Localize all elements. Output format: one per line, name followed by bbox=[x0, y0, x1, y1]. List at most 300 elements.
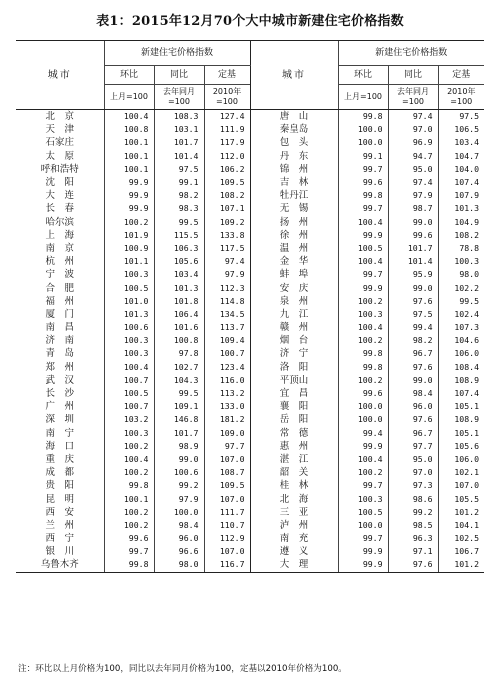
hb-value-right: 100.4 bbox=[338, 255, 388, 268]
dj-value-right: 108.9 bbox=[438, 374, 484, 387]
unit-tb-left: 去年同月=100 bbox=[154, 85, 204, 110]
tb-value-left: 98.2 bbox=[154, 189, 204, 202]
table-row bbox=[16, 229, 484, 242]
table-row bbox=[16, 519, 484, 532]
unit-dj-left: 2010年=100 bbox=[204, 85, 250, 110]
city-name-right: 无 锡 bbox=[250, 202, 338, 215]
tb-value-left: 109.1 bbox=[154, 400, 204, 413]
dj-value-left: 110.7 bbox=[204, 519, 250, 532]
dj-value-left: 133.0 bbox=[204, 400, 250, 413]
table-row bbox=[16, 216, 484, 229]
table-row bbox=[16, 347, 484, 360]
tb-value-left: 105.6 bbox=[154, 255, 204, 268]
dj-value-left: 116.7 bbox=[204, 558, 250, 572]
tb-value-right: 95.9 bbox=[388, 268, 438, 281]
dj-value-right: 78.8 bbox=[438, 242, 484, 255]
hb-value-right: 99.4 bbox=[338, 427, 388, 440]
tb-value-left: 101.3 bbox=[154, 281, 204, 294]
hb-value-right: 100.4 bbox=[338, 453, 388, 466]
city-name-left: 长 春 bbox=[45, 203, 74, 215]
city-name-left: 福 州 bbox=[45, 295, 74, 307]
tb-value-right: 96.0 bbox=[388, 400, 438, 413]
city-name-right: 吉 林 bbox=[250, 176, 338, 189]
hb-value-left: 101.1 bbox=[104, 255, 154, 268]
tb-value-right: 98.2 bbox=[388, 334, 438, 347]
hb-value-left: 100.2 bbox=[104, 506, 154, 519]
tb-value-right: 95.0 bbox=[388, 453, 438, 466]
hb-value-right: 100.0 bbox=[338, 136, 388, 149]
hb-value-left: 100.4 bbox=[104, 110, 154, 124]
dj-value-left: 112.3 bbox=[204, 281, 250, 294]
city-name-left: 宁 波 bbox=[45, 269, 74, 281]
table-row bbox=[16, 321, 484, 334]
tb-value-right: 97.6 bbox=[388, 295, 438, 308]
dj-value-left: 111.9 bbox=[204, 123, 250, 136]
tb-value-right: 97.0 bbox=[388, 123, 438, 136]
hb-value-left: 99.8 bbox=[104, 558, 154, 572]
dj-value-left: 127.4 bbox=[204, 110, 250, 124]
dj-value-right: 107.4 bbox=[438, 387, 484, 400]
tb-value-left: 100.0 bbox=[154, 506, 204, 519]
city-name-right: 洛 阳 bbox=[250, 361, 338, 374]
dj-value-right: 101.3 bbox=[438, 202, 484, 215]
tb-value-right: 98.6 bbox=[388, 492, 438, 505]
city-name-right: 济 宁 bbox=[250, 347, 338, 360]
hb-value-left: 100.5 bbox=[104, 281, 154, 294]
dj-value-left: 106.2 bbox=[204, 163, 250, 176]
city-name-right: 大 理 bbox=[250, 558, 338, 572]
dj-value-left: 107.0 bbox=[204, 453, 250, 466]
hb-value-right: 100.4 bbox=[338, 216, 388, 229]
dj-value-left: 109.5 bbox=[204, 479, 250, 492]
tb-value-right: 97.5 bbox=[388, 308, 438, 321]
table-row bbox=[16, 308, 484, 321]
hb-value-left: 100.7 bbox=[104, 374, 154, 387]
tb-value-right: 97.1 bbox=[388, 545, 438, 558]
hb-value-right: 100.5 bbox=[338, 506, 388, 519]
city-name-left: 哈尔滨 bbox=[45, 216, 74, 228]
table-row bbox=[16, 361, 484, 374]
dj-value-left: 107.1 bbox=[204, 202, 250, 215]
tb-value-right: 97.6 bbox=[388, 558, 438, 572]
city-name-right: 泉 州 bbox=[250, 295, 338, 308]
dj-value-left: 109.5 bbox=[204, 176, 250, 189]
city-name-left: 西 安 bbox=[45, 506, 74, 518]
tb-value-right: 97.4 bbox=[388, 176, 438, 189]
table-body bbox=[16, 110, 484, 573]
tb-value-left: 99.5 bbox=[154, 216, 204, 229]
table-row bbox=[16, 479, 484, 492]
dj-value-right: 105.1 bbox=[438, 400, 484, 413]
table-row bbox=[16, 440, 484, 453]
city-name-left: 杭 州 bbox=[45, 256, 74, 268]
hb-value-right: 99.9 bbox=[338, 545, 388, 558]
dj-value-right: 100.3 bbox=[438, 255, 484, 268]
city-name-left: 石家庄 bbox=[45, 137, 74, 149]
hb-value-right: 100.2 bbox=[338, 374, 388, 387]
hb-value-right: 99.8 bbox=[338, 189, 388, 202]
tb-value-left: 101.7 bbox=[154, 427, 204, 440]
unit-dj-right: 2010年=100 bbox=[438, 85, 484, 110]
tb-value-right: 99.4 bbox=[388, 321, 438, 334]
dj-value-right: 106.5 bbox=[438, 123, 484, 136]
tb-value-right: 98.5 bbox=[388, 519, 438, 532]
dj-value-right: 108.4 bbox=[438, 361, 484, 374]
hb-value-left: 100.5 bbox=[104, 387, 154, 400]
dj-value-right: 99.5 bbox=[438, 295, 484, 308]
city-name-right: 泸 州 bbox=[250, 519, 338, 532]
dj-value-left: 181.2 bbox=[204, 413, 250, 426]
tb-value-left: 99.2 bbox=[154, 479, 204, 492]
dj-value-right: 97.5 bbox=[438, 110, 484, 124]
tb-value-left: 97.9 bbox=[154, 492, 204, 505]
city-name-left: 南 京 bbox=[45, 242, 74, 254]
city-name-right: 赣 州 bbox=[250, 321, 338, 334]
dj-value-right: 107.3 bbox=[438, 321, 484, 334]
dj-value-right: 105.5 bbox=[438, 492, 484, 505]
hb-value-right: 100.3 bbox=[338, 308, 388, 321]
city-name-left: 呼和浩特 bbox=[40, 163, 79, 175]
dj-value-left: 112.9 bbox=[204, 532, 250, 545]
dj-value-right: 104.1 bbox=[438, 519, 484, 532]
city-name-right: 韶 关 bbox=[250, 466, 338, 479]
tb-value-left: 104.3 bbox=[154, 374, 204, 387]
hb-value-left: 101.9 bbox=[104, 229, 154, 242]
tb-value-right: 99.0 bbox=[388, 281, 438, 294]
city-header-left: 城市 bbox=[16, 41, 104, 110]
city-name-right: 北 海 bbox=[250, 492, 338, 505]
tb-value-left: 99.1 bbox=[154, 176, 204, 189]
tb-value-left: 98.4 bbox=[154, 519, 204, 532]
col-header-tb-right: 同比 bbox=[388, 66, 438, 85]
table-row bbox=[16, 558, 484, 572]
hb-value-right: 99.8 bbox=[338, 361, 388, 374]
dj-value-right: 107.0 bbox=[438, 479, 484, 492]
hb-value-right: 100.0 bbox=[338, 519, 388, 532]
hb-value-left: 100.3 bbox=[104, 427, 154, 440]
dj-value-right: 106.0 bbox=[438, 347, 484, 360]
hb-value-right: 99.7 bbox=[338, 163, 388, 176]
table-row bbox=[16, 123, 484, 136]
tb-value-left: 103.4 bbox=[154, 268, 204, 281]
tb-value-right: 99.0 bbox=[388, 216, 438, 229]
table-row bbox=[16, 413, 484, 426]
table-row bbox=[16, 163, 484, 176]
hb-value-left: 99.7 bbox=[104, 545, 154, 558]
tb-value-right: 97.6 bbox=[388, 413, 438, 426]
table-row bbox=[16, 545, 484, 558]
col-header-hb-right: 环比 bbox=[338, 66, 388, 85]
tb-value-left: 101.7 bbox=[154, 136, 204, 149]
group-header-right: 新建住宅价格指数 bbox=[338, 41, 484, 66]
dj-value-right: 101.2 bbox=[438, 506, 484, 519]
tb-value-left: 106.4 bbox=[154, 308, 204, 321]
hb-value-left: 103.2 bbox=[104, 413, 154, 426]
group-header-left: 新建住宅价格指数 bbox=[104, 41, 250, 66]
city-name-right: 唐 山 bbox=[250, 110, 338, 124]
hb-value-right: 100.2 bbox=[338, 466, 388, 479]
tb-value-right: 101.7 bbox=[388, 242, 438, 255]
hb-value-right: 99.1 bbox=[338, 150, 388, 163]
hb-value-left: 100.4 bbox=[104, 453, 154, 466]
hb-value-left: 100.8 bbox=[104, 123, 154, 136]
hb-value-left: 100.9 bbox=[104, 242, 154, 255]
dj-value-left: 113.2 bbox=[204, 387, 250, 400]
tb-value-left: 103.1 bbox=[154, 123, 204, 136]
col-header-tb-left: 同比 bbox=[154, 66, 204, 85]
dj-value-right: 101.2 bbox=[438, 558, 484, 572]
tb-value-right: 99.0 bbox=[388, 374, 438, 387]
tb-value-right: 97.4 bbox=[388, 110, 438, 124]
city-name-left: 西 宁 bbox=[45, 533, 74, 545]
dj-value-left: 111.7 bbox=[204, 506, 250, 519]
table-row bbox=[16, 506, 484, 519]
col-header-dj-right: 定基 bbox=[438, 66, 484, 85]
unit-hb-left: 上月=100 bbox=[104, 85, 154, 110]
tb-value-left: 96.6 bbox=[154, 545, 204, 558]
tb-value-right: 101.4 bbox=[388, 255, 438, 268]
tb-value-right: 97.3 bbox=[388, 479, 438, 492]
dj-value-right: 102.5 bbox=[438, 532, 484, 545]
hb-value-left: 99.9 bbox=[104, 202, 154, 215]
dj-value-right: 104.0 bbox=[438, 163, 484, 176]
dj-value-left: 107.0 bbox=[204, 545, 250, 558]
dj-value-left: 97.9 bbox=[204, 268, 250, 281]
table-row bbox=[16, 136, 484, 149]
dj-value-left: 123.4 bbox=[204, 361, 250, 374]
city-name-right: 包 头 bbox=[250, 136, 338, 149]
dj-value-right: 102.1 bbox=[438, 466, 484, 479]
table-row bbox=[16, 374, 484, 387]
table-row bbox=[16, 150, 484, 163]
dj-value-left: 113.7 bbox=[204, 321, 250, 334]
city-name-left: 武 汉 bbox=[45, 374, 74, 386]
city-name-left: 成 都 bbox=[45, 467, 74, 479]
hb-value-right: 99.7 bbox=[338, 479, 388, 492]
city-name-left: 乌鲁木齐 bbox=[16, 558, 104, 572]
dj-value-left: 97.7 bbox=[204, 440, 250, 453]
tb-value-left: 100.8 bbox=[154, 334, 204, 347]
hb-value-right: 100.3 bbox=[338, 492, 388, 505]
table-row bbox=[16, 400, 484, 413]
table-row bbox=[16, 492, 484, 505]
city-name-right: 丹 东 bbox=[250, 150, 338, 163]
tb-value-left: 99.0 bbox=[154, 453, 204, 466]
city-name-left: 广 州 bbox=[45, 401, 74, 413]
table-row bbox=[16, 189, 484, 202]
hb-value-left: 100.2 bbox=[104, 519, 154, 532]
tb-value-right: 98.7 bbox=[388, 202, 438, 215]
dj-value-right: 107.4 bbox=[438, 176, 484, 189]
hb-value-right: 99.7 bbox=[338, 532, 388, 545]
city-name-left: 合 肥 bbox=[45, 282, 74, 294]
tb-value-right: 96.7 bbox=[388, 347, 438, 360]
city-name-right: 秦皇岛 bbox=[250, 123, 338, 136]
table-row bbox=[16, 281, 484, 294]
table-row bbox=[16, 242, 484, 255]
city-name-right: 惠 州 bbox=[250, 440, 338, 453]
hb-value-right: 100.0 bbox=[338, 413, 388, 426]
hb-value-right: 99.9 bbox=[338, 229, 388, 242]
city-name-right: 遵 义 bbox=[250, 545, 338, 558]
hb-value-left: 100.1 bbox=[104, 150, 154, 163]
tb-value-right: 97.6 bbox=[388, 361, 438, 374]
tb-value-left: 146.8 bbox=[154, 413, 204, 426]
city-name-right: 九 江 bbox=[250, 308, 338, 321]
tb-value-left: 101.8 bbox=[154, 295, 204, 308]
city-name-left: 天 津 bbox=[45, 124, 74, 136]
city-name-left: 兰 州 bbox=[45, 519, 74, 531]
tb-value-right: 96.7 bbox=[388, 427, 438, 440]
table-header bbox=[16, 41, 484, 110]
hb-value-left: 100.2 bbox=[104, 440, 154, 453]
tb-value-left: 98.3 bbox=[154, 202, 204, 215]
city-name-right: 宜 昌 bbox=[250, 387, 338, 400]
hb-value-right: 99.9 bbox=[338, 440, 388, 453]
col-header-hb-left: 环比 bbox=[104, 66, 154, 85]
city-name-right: 锦 州 bbox=[250, 163, 338, 176]
hb-value-right: 99.8 bbox=[338, 110, 388, 124]
dj-value-right: 106.7 bbox=[438, 545, 484, 558]
col-header-dj-left: 定基 bbox=[204, 66, 250, 85]
tb-value-left: 101.4 bbox=[154, 150, 204, 163]
hb-value-left: 100.3 bbox=[104, 334, 154, 347]
city-name-left: 深 圳 bbox=[45, 414, 74, 426]
hb-value-left: 99.9 bbox=[104, 189, 154, 202]
hb-value-left: 99.9 bbox=[104, 176, 154, 189]
table-row bbox=[16, 334, 484, 347]
table-row bbox=[16, 295, 484, 308]
city-name-right: 平顶山 bbox=[250, 374, 338, 387]
tb-value-left: 108.3 bbox=[154, 110, 204, 124]
city-name-left: 银 川 bbox=[45, 546, 74, 558]
hb-value-left: 100.3 bbox=[104, 268, 154, 281]
city-name-right: 蚌 埠 bbox=[250, 268, 338, 281]
hb-value-left: 100.2 bbox=[104, 216, 154, 229]
tb-value-right: 99.2 bbox=[388, 506, 438, 519]
tb-value-left: 106.3 bbox=[154, 242, 204, 255]
city-name-left: 大 连 bbox=[45, 190, 74, 202]
dj-value-right: 105.1 bbox=[438, 427, 484, 440]
city-name-right: 安 庆 bbox=[250, 281, 338, 294]
dj-value-right: 104.9 bbox=[438, 216, 484, 229]
tb-value-left: 96.0 bbox=[154, 532, 204, 545]
table-row bbox=[16, 176, 484, 189]
city-name-right: 常 德 bbox=[250, 427, 338, 440]
dj-value-right: 102.2 bbox=[438, 281, 484, 294]
hb-value-right: 99.7 bbox=[338, 202, 388, 215]
tb-value-left: 115.5 bbox=[154, 229, 204, 242]
city-name-left: 南 宁 bbox=[45, 427, 74, 439]
dj-value-right: 108.9 bbox=[438, 413, 484, 426]
city-name-right: 徐 州 bbox=[250, 229, 338, 242]
tb-value-left: 99.5 bbox=[154, 387, 204, 400]
hb-value-left: 101.0 bbox=[104, 295, 154, 308]
tb-value-left: 102.7 bbox=[154, 361, 204, 374]
city-name-left: 太 原 bbox=[45, 150, 74, 162]
hb-value-left: 100.3 bbox=[104, 347, 154, 360]
city-name-right: 扬 州 bbox=[250, 216, 338, 229]
tb-value-right: 96.3 bbox=[388, 532, 438, 545]
dj-value-left: 133.8 bbox=[204, 229, 250, 242]
table-row bbox=[16, 255, 484, 268]
hb-value-right: 100.5 bbox=[338, 242, 388, 255]
hb-value-right: 99.9 bbox=[338, 281, 388, 294]
hb-value-left: 101.3 bbox=[104, 308, 154, 321]
hb-value-left: 100.1 bbox=[104, 492, 154, 505]
table-row bbox=[16, 387, 484, 400]
city-name-left: 重 庆 bbox=[45, 453, 74, 465]
dj-value-left: 100.7 bbox=[204, 347, 250, 360]
hb-value-left: 100.4 bbox=[104, 361, 154, 374]
tb-value-right: 97.9 bbox=[388, 189, 438, 202]
dj-value-left: 108.2 bbox=[204, 189, 250, 202]
city-name-right: 襄 阳 bbox=[250, 400, 338, 413]
tb-value-left: 101.6 bbox=[154, 321, 204, 334]
hb-value-left: 99.8 bbox=[104, 479, 154, 492]
city-name-right: 南 充 bbox=[250, 532, 338, 545]
dj-value-right: 103.4 bbox=[438, 136, 484, 149]
city-name-right: 金 华 bbox=[250, 255, 338, 268]
tb-value-left: 100.6 bbox=[154, 466, 204, 479]
hb-value-right: 100.2 bbox=[338, 334, 388, 347]
table-row bbox=[16, 466, 484, 479]
dj-value-left: 108.7 bbox=[204, 466, 250, 479]
dj-value-right: 102.4 bbox=[438, 308, 484, 321]
table-row bbox=[16, 453, 484, 466]
dj-value-left: 134.5 bbox=[204, 308, 250, 321]
hb-value-right: 100.4 bbox=[338, 321, 388, 334]
city-name-left: 长 沙 bbox=[45, 388, 74, 400]
city-name-left: 济 南 bbox=[45, 335, 74, 347]
tb-value-right: 95.0 bbox=[388, 163, 438, 176]
tb-value-right: 97.7 bbox=[388, 440, 438, 453]
dj-value-right: 104.7 bbox=[438, 150, 484, 163]
hb-value-right: 99.7 bbox=[338, 268, 388, 281]
tb-value-right: 99.6 bbox=[388, 229, 438, 242]
hb-value-right: 99.6 bbox=[338, 387, 388, 400]
table-row bbox=[16, 532, 484, 545]
hb-value-right: 100.2 bbox=[338, 295, 388, 308]
dj-value-right: 98.0 bbox=[438, 268, 484, 281]
unit-tb-right: 去年同月=100 bbox=[388, 85, 438, 110]
tb-value-right: 97.0 bbox=[388, 466, 438, 479]
tb-value-right: 98.4 bbox=[388, 387, 438, 400]
dj-value-left: 112.0 bbox=[204, 150, 250, 163]
city-name-left: 郑 州 bbox=[45, 361, 74, 373]
dj-value-left: 109.4 bbox=[204, 334, 250, 347]
dj-value-left: 109.2 bbox=[204, 216, 250, 229]
city-name-left: 南 昌 bbox=[45, 322, 74, 334]
tb-value-right: 94.7 bbox=[388, 150, 438, 163]
city-name-left: 昆 明 bbox=[45, 493, 74, 505]
city-name-left: 厦 门 bbox=[45, 308, 74, 320]
city-name-left: 上 海 bbox=[45, 229, 74, 241]
hb-value-left: 100.7 bbox=[104, 400, 154, 413]
table-row bbox=[16, 427, 484, 440]
city-name-right: 三 亚 bbox=[250, 506, 338, 519]
hb-value-left: 100.1 bbox=[104, 136, 154, 149]
tb-value-left: 98.0 bbox=[154, 558, 204, 572]
table-row bbox=[16, 268, 484, 281]
footnote: 注：环比以上月价格为100，同比以去年同月价格为100，定基以2010年价格为100。 bbox=[18, 664, 347, 674]
dj-value-right: 107.9 bbox=[438, 189, 484, 202]
hb-value-right: 100.0 bbox=[338, 400, 388, 413]
price-index-table bbox=[16, 40, 484, 573]
hb-value-right: 99.9 bbox=[338, 558, 388, 572]
hb-value-left: 100.1 bbox=[104, 163, 154, 176]
city-name-right: 湛 江 bbox=[250, 453, 338, 466]
